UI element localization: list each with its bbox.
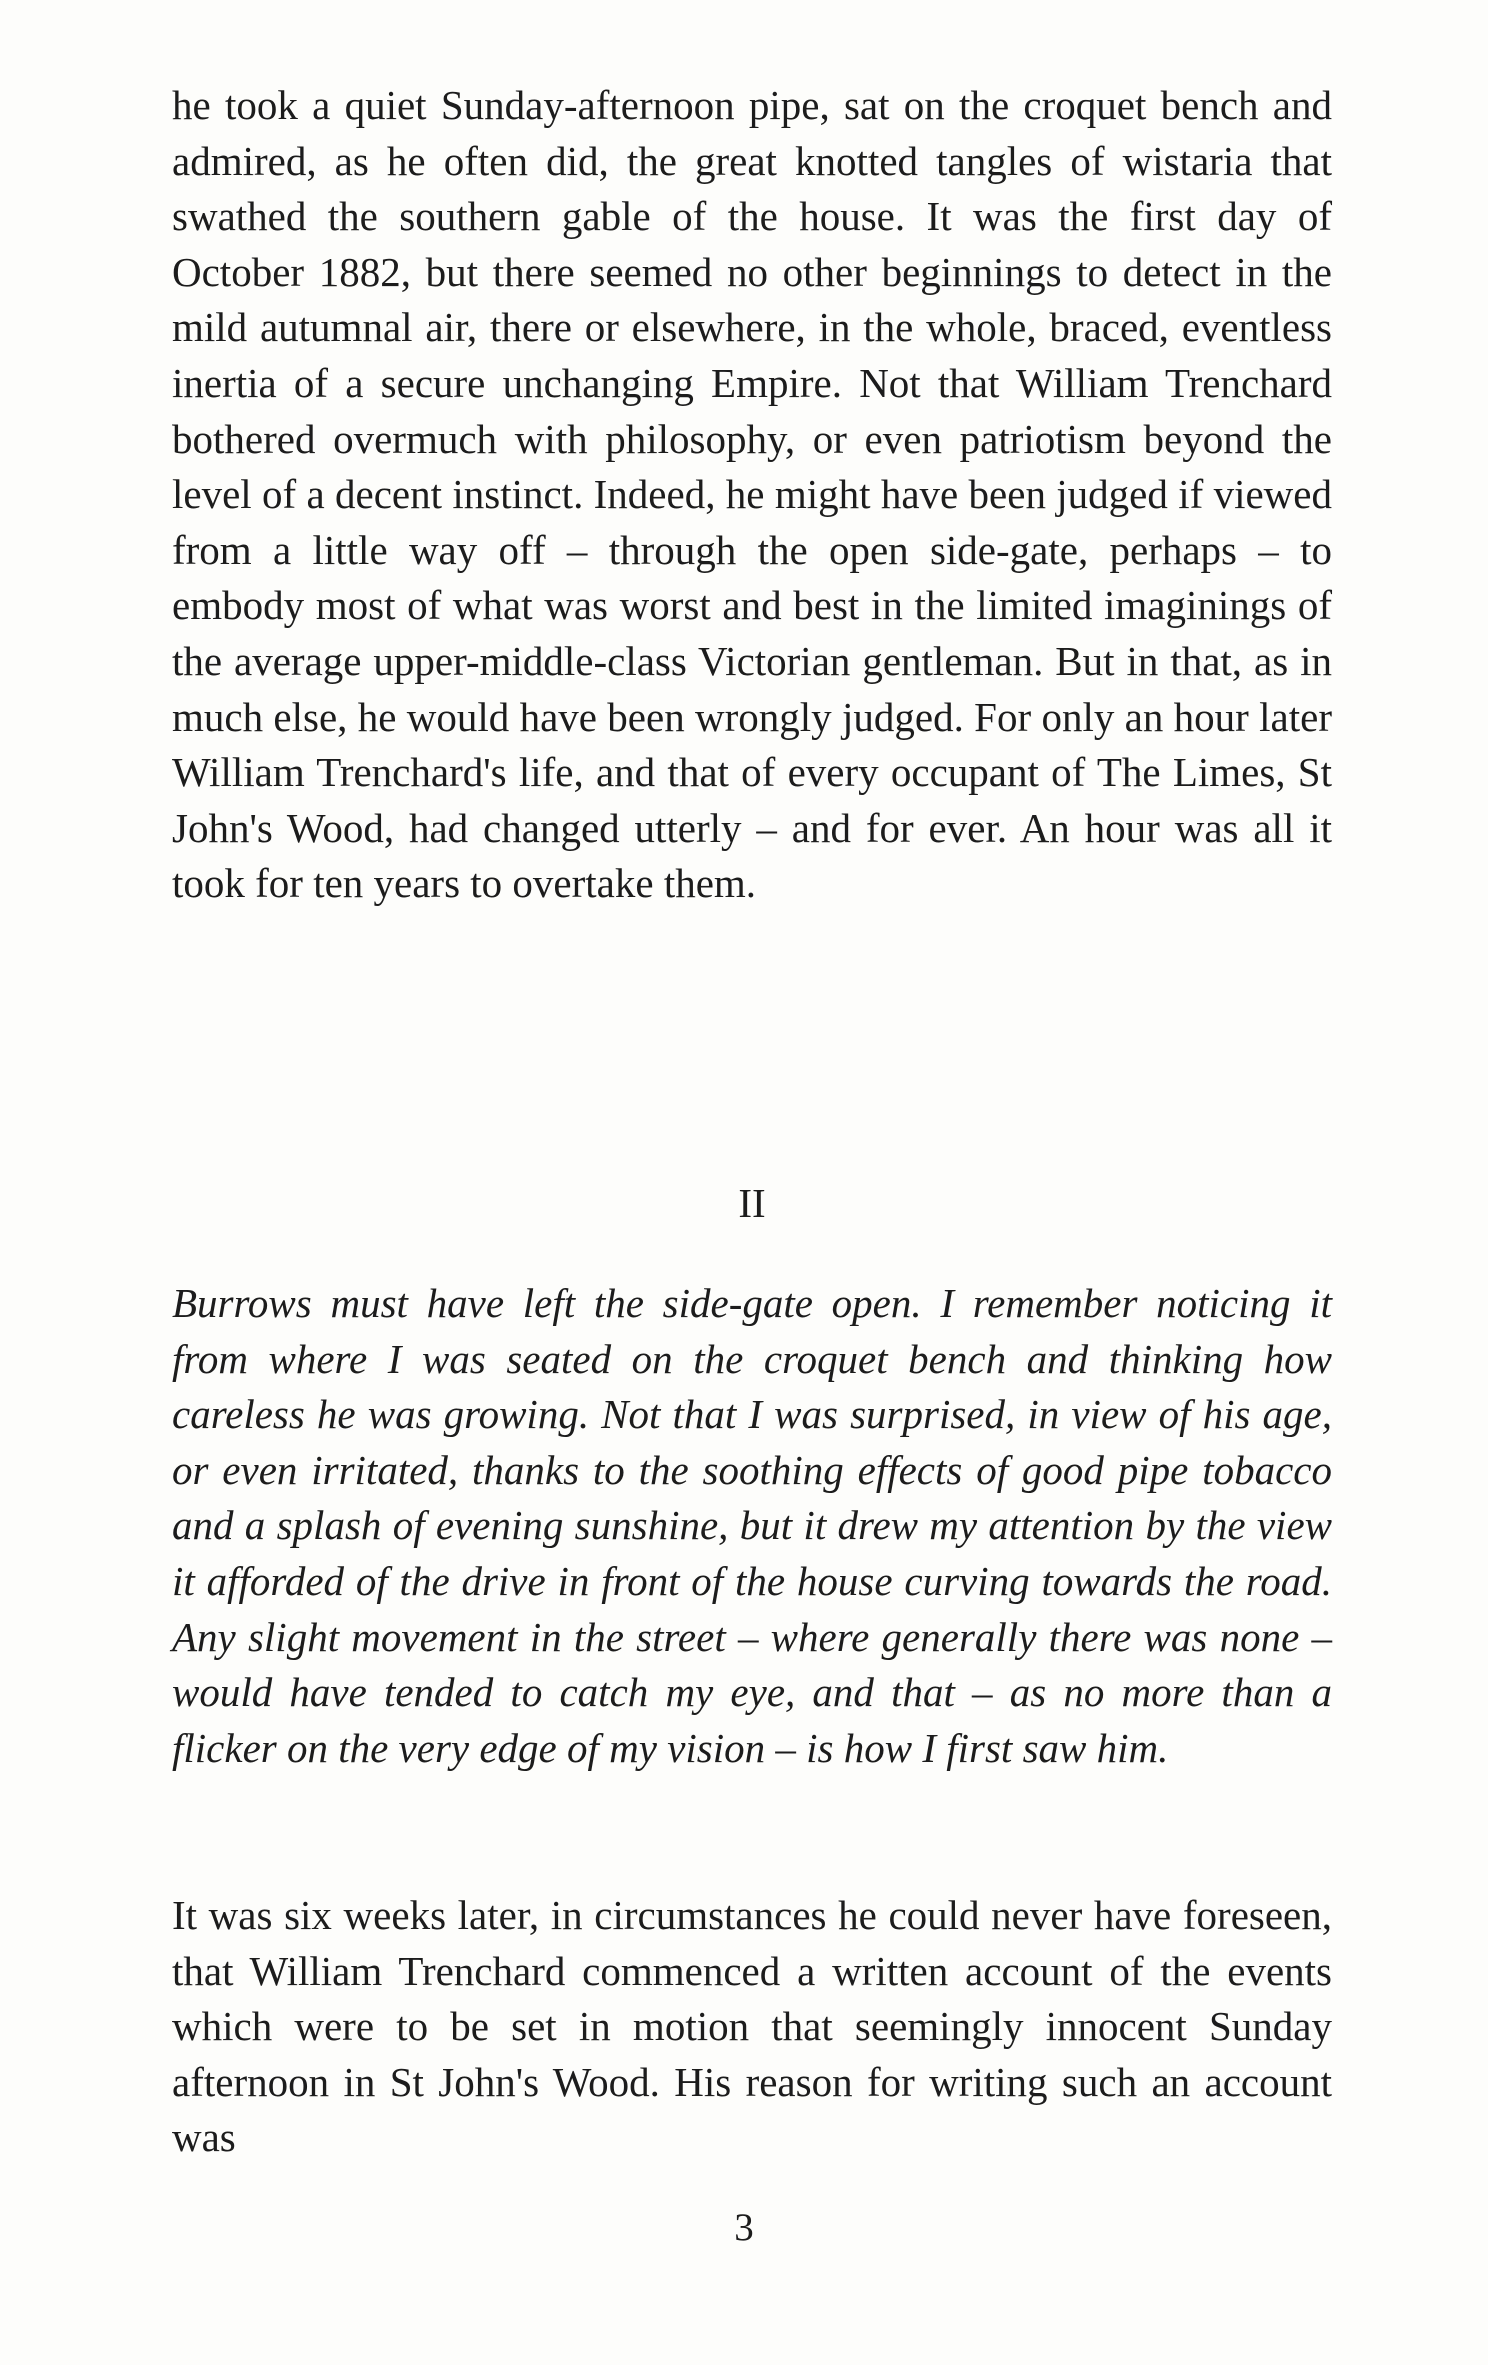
section-heading: II bbox=[738, 1180, 766, 1226]
page-number: 3 bbox=[734, 2206, 754, 2249]
body-paragraph-3: It was six weeks later, in circumstances he could never have foreseen, that William Trenchard commenced a written account of the events which were to be set in motion that seemingly innocent Sunday afternoon in St John's Wood. His reason for writing such an account was bbox=[172, 1892, 1332, 2161]
body-paragraph-1: he took a quiet Sunday-afternoon pipe, sat on the croquet bench and admired, as he often did, the great knotted tangles of wistaria that swathed the southern gable of the house. It was the first day of October 1882, but there seemed no other beginnings to detect in the mild autumnal air, there or elsewhere, in the whole, braced, eventless inertia of a secure unchanging Empire. Not that William Trenchard bothered overmuch with philosophy, or even patriotism beyond the level of a decent instinct. Indeed, he might have been judged if viewed from a little way off – through the open side-gate, perhaps – to embody most of what was worst and best in the limited imaginings of the average upper-middle-class Victorian gentleman. But in that, as in much else, he would have been wrongly judged. For only an hour later William Trenchard's life, and that of every occupant of The Limes, St John's Wood, had changed utterly – and for ever. An hour was all it took for ten years to overtake them. bbox=[172, 82, 1332, 907]
italic-paragraph-2: Burrows must have left the side-gate open. I remember noticing it from where I was seated on the croquet bench and thinking how careless he was growing. Not that I was surprised, in view of his age, or even irritated, thanks to the soothing effects of good pipe tobacco and a splash of evening sunshine, but it drew my attention by the view it afforded of the drive in front of the house curving towards the road. Any slight movement in the street – where generally there was none – would have tended to catch my eye, and that – as no more than a flicker on the very edge of my vision – is how I first saw him. bbox=[172, 1280, 1332, 1771]
